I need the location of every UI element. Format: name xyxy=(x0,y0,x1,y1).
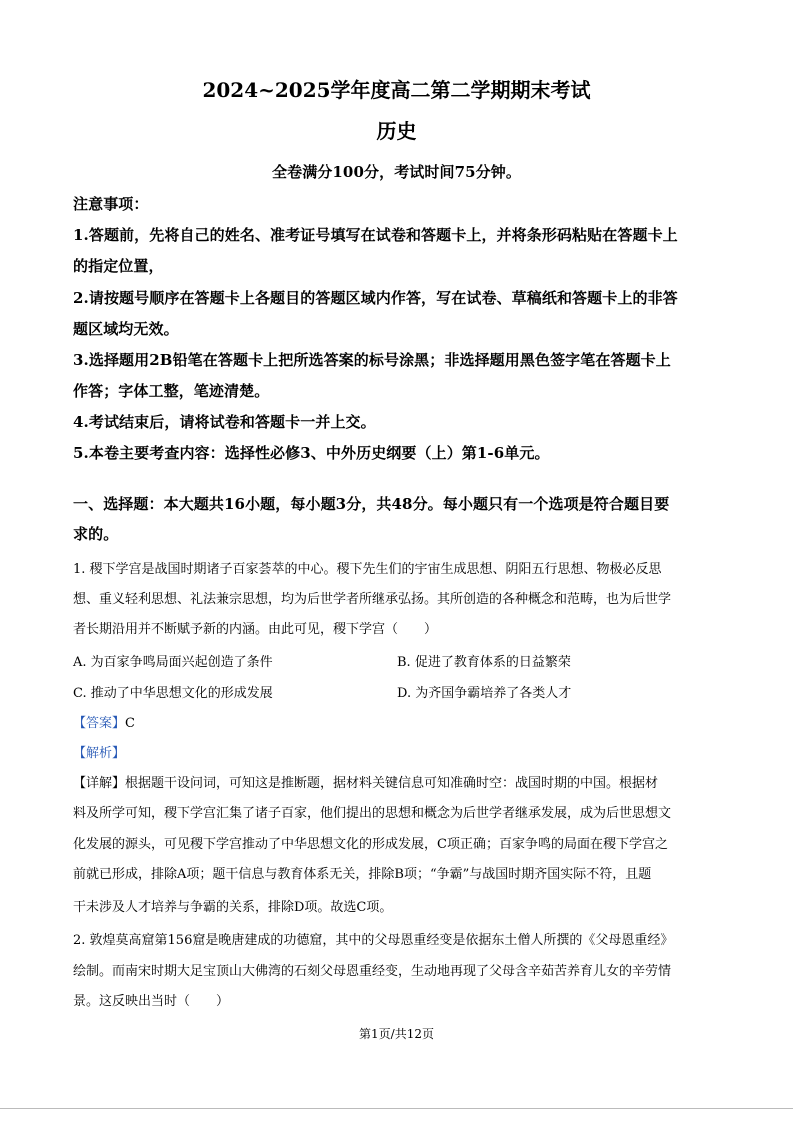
q1-stem-line: 1. 稷下学宫是战国时期诸子百家荟萃的中心。稷下先生们的宇宙生成思想、阴阳五行思想、物极必反思 xyxy=(73,562,662,577)
note-line: 作答；字体工整，笔迹清楚。 xyxy=(73,382,270,400)
analysis-tag: 【解析】 xyxy=(73,746,126,761)
page-bottom-divider xyxy=(0,1108,793,1109)
q1-detail-line: 干未涉及人才培养与争霸的关系，排除D项。故选C项。 xyxy=(73,900,393,915)
q1-detail-line: 前就已形成，排除A项；题干信息与教育体系无关，排除B项；“争霸”与战国时期齐国实际不符，且题 xyxy=(73,867,652,882)
q2-stem-line: 景。这反映出当时（ ） xyxy=(73,994,230,1009)
q1-answer xyxy=(73,712,135,731)
q1-detail-line: 料及所学可知，稷下学宫汇集了诸子百家，他们提出的思想和概念为后世学者继承发展，成为后世思想文 xyxy=(73,806,672,821)
q1-detail-line: 化发展的源头，可见稷下学宫推动了中华思想文化的形成发展，C项正确；百家争鸣的局面在稷下学宫之 xyxy=(73,837,668,852)
answer-tag: 【答案】 xyxy=(73,716,126,731)
note-line: 的指定位置， xyxy=(73,257,164,275)
notes-heading: 注意事项： xyxy=(73,195,149,213)
section-heading-line: 求的。 xyxy=(73,525,119,543)
answer-value: C xyxy=(125,716,135,731)
q1-option-b: B. 促进了教育体系的日益繁荣 xyxy=(397,655,571,670)
q1-stem-line: 想、重义轻利思想、礼法兼宗思想，均为后世学者所继承弘扬。其所创造的各种概念和范畴，也为后世学 xyxy=(73,592,672,607)
q1-option-a: A. 为百家争鸣局面兴起创造了条件 xyxy=(73,655,273,670)
note-line: 2.请按题号顺序在答题卡上各题目的答题区域内作答，写在试卷、草稿纸和答题卡上的非答 xyxy=(73,289,678,307)
q2-stem-line: 绘制。而南宋时期大足宝顶山大佛湾的石刻父母恩重经变，生动地再现了父母含辛茹苦养育儿女的辛劳情 xyxy=(73,964,672,979)
note-line: 题区域均无效。 xyxy=(73,320,179,338)
q1-option-d: D. 为齐国争霸培养了各类人才 xyxy=(397,686,572,701)
note-line: 3.选择题用2B铅笔在答题卡上把所选答案的标号涂黑；非选择题用黑色签字笔在答题卡上 xyxy=(73,351,671,369)
page-number: 第1页/共12页 xyxy=(359,1027,434,1041)
q2-stem-line: 2. 敦煌莫高窟第156窟是晚唐建成的功德窟，其中的父母恩重经变是依据东土僧人所撰的《父母恩重经》 xyxy=(73,933,674,948)
q1-stem-line: 者长期沿用并不断赋予新的内涵。由此可见，稷下学宫（ ） xyxy=(73,622,438,637)
exam-title: 2024~2025学年度高二第二学期期末考试 xyxy=(202,78,591,102)
note-line: 4.考试结束后，请将试卷和答题卡一并上交。 xyxy=(73,413,376,431)
section-heading-line: 一、选择题：本大题共16小题，每小题3分，共48分。每小题只有一个选项是符合题目要 xyxy=(73,495,670,513)
note-line: 5.本卷主要考查内容：选择性必修3、中外历史纲要（上）第1-6单元。 xyxy=(73,444,550,462)
subject-title: 历史 xyxy=(376,119,417,143)
exam-info: 全卷满分100分，考试时间75分钟。 xyxy=(272,163,521,181)
q1-detail-line: 【详解】根据题干设问词，可知这是推断题，据材料关键信息可知准确时空：战国时期的中国。根据材 xyxy=(73,776,659,791)
note-line: 1.答题前，先将自己的姓名、准考证号填写在试卷和答题卡上，并将条形码粘贴在答题卡上 xyxy=(73,226,678,244)
q1-option-c: C. 推动了中华思想文化的形成发展 xyxy=(73,686,273,701)
